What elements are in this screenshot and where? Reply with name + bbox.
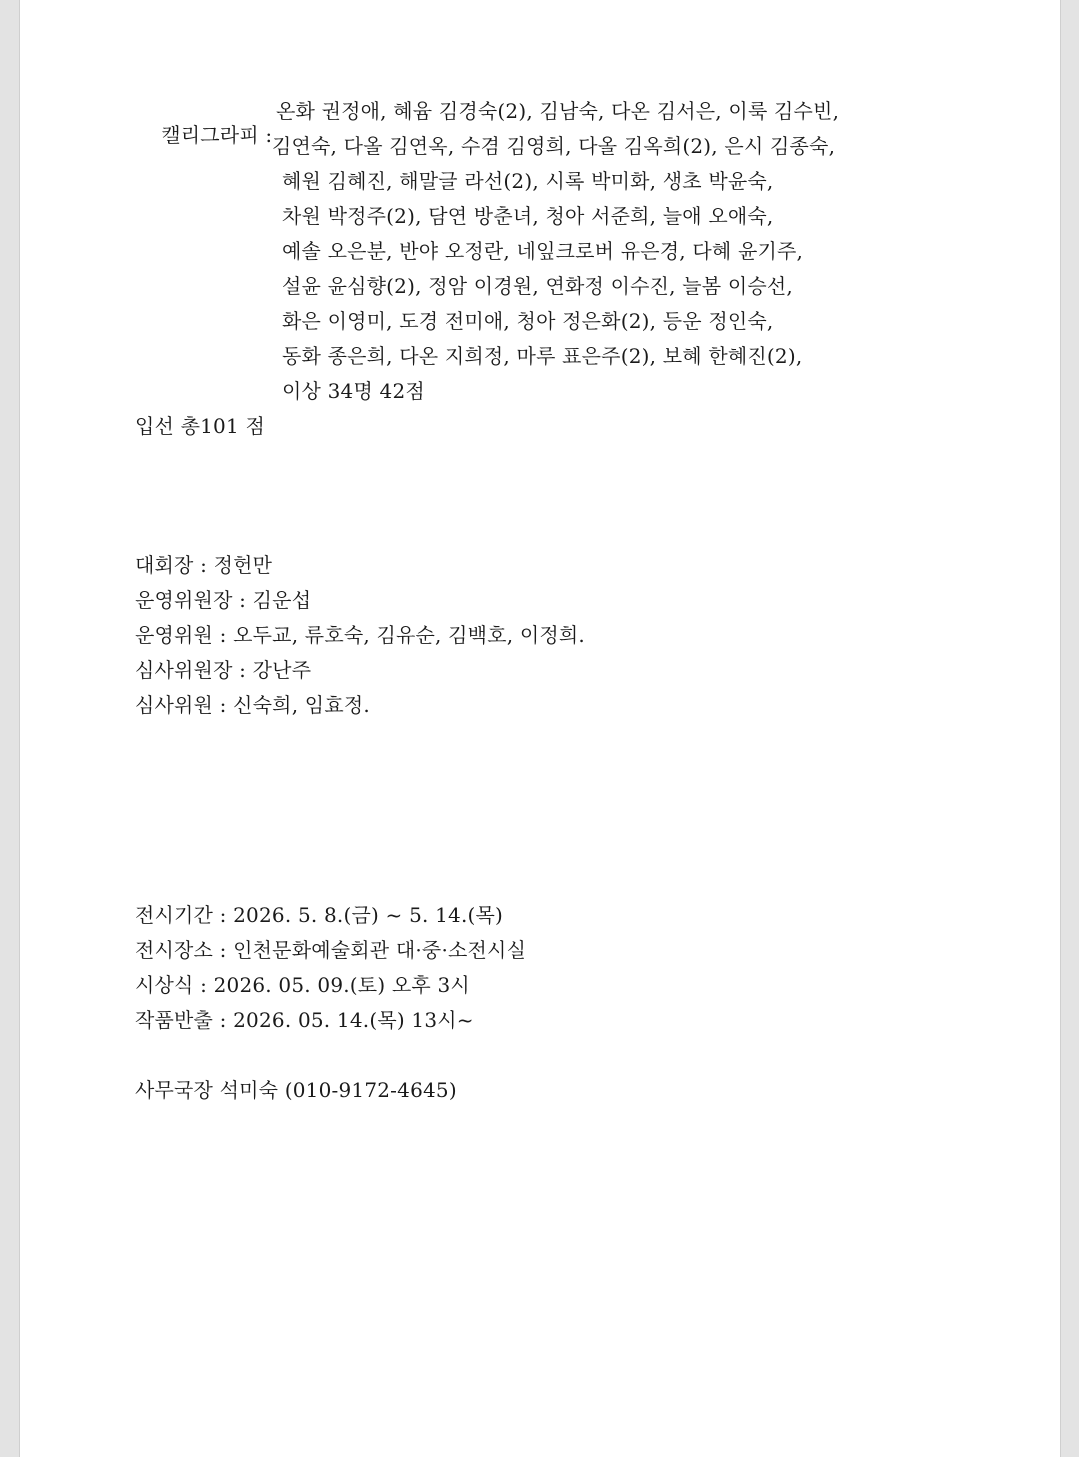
committee-operations-members: 운영위원 : 오두교, 류호숙, 김유순, 김백호, 이정희. <box>135 623 585 647</box>
calligraphy-line-3: 혜원 김혜진, 해말글 라선(2), 시록 박미화, 생초 박윤숙, <box>282 169 774 193</box>
calligraphy-label: 캘리그라피 : <box>161 123 273 147</box>
selection-total: 입선 총101 점 <box>135 414 265 438</box>
committee-operations-head: 운영위원장 : 김운섭 <box>135 588 312 612</box>
calligraphy-line-4: 차원 박정주(2), 담연 방춘녀, 청아 서준희, 늘애 오애숙, <box>282 204 774 228</box>
calligraphy-line-1: 온화 권정애, 혜윰 김경숙(2), 김남숙, 다온 김서은, 이룩 김수빈, <box>276 99 840 123</box>
calligraphy-line-5: 예솔 오은분, 반야 오정란, 네잎크로버 유은경, 다혜 윤기주, <box>282 239 804 263</box>
exhibition-period: 전시기간 : 2026. 5. 8.(금) ~ 5. 14.(목) <box>135 903 504 927</box>
committee-chair: 대회장 : 정헌만 <box>135 553 273 577</box>
calligraphy-line-8: 동화 종은희, 다온 지희정, 마루 표은주(2), 보혜 한혜진(2), <box>282 344 803 368</box>
committee-jury-head: 심사위원장 : 강난주 <box>135 658 312 682</box>
calligraphy-line-6: 설윤 윤심향(2), 정암 이경원, 연화정 이수진, 늘봄 이승선, <box>282 274 793 298</box>
secretary-contact: 사무국장 석미숙 (010-9172-4645) <box>135 1078 457 1102</box>
award-ceremony: 시상식 : 2026. 05. 09.(토) 오후 3시 <box>135 973 470 997</box>
calligraphy-line-9: 이상 34명 42점 <box>282 379 425 403</box>
committee-jury-members: 심사위원 : 신숙희, 임효정. <box>135 693 370 717</box>
calligraphy-line-7: 화은 이영미, 도경 전미애, 청아 정은화(2), 등운 정인숙, <box>282 309 774 333</box>
calligraphy-line-2: 김연숙, 다올 김연옥, 수겸 김영희, 다올 김옥희(2), 은시 김종숙, <box>272 134 836 158</box>
exhibition-venue: 전시장소 : 인천문화예술회관 대·중·소전시실 <box>135 938 527 962</box>
artwork-return: 작품반출 : 2026. 05. 14.(목) 13시~ <box>135 1008 474 1032</box>
document-page <box>19 0 1061 1457</box>
calligraphy-row-1 <box>135 99 272 171</box>
